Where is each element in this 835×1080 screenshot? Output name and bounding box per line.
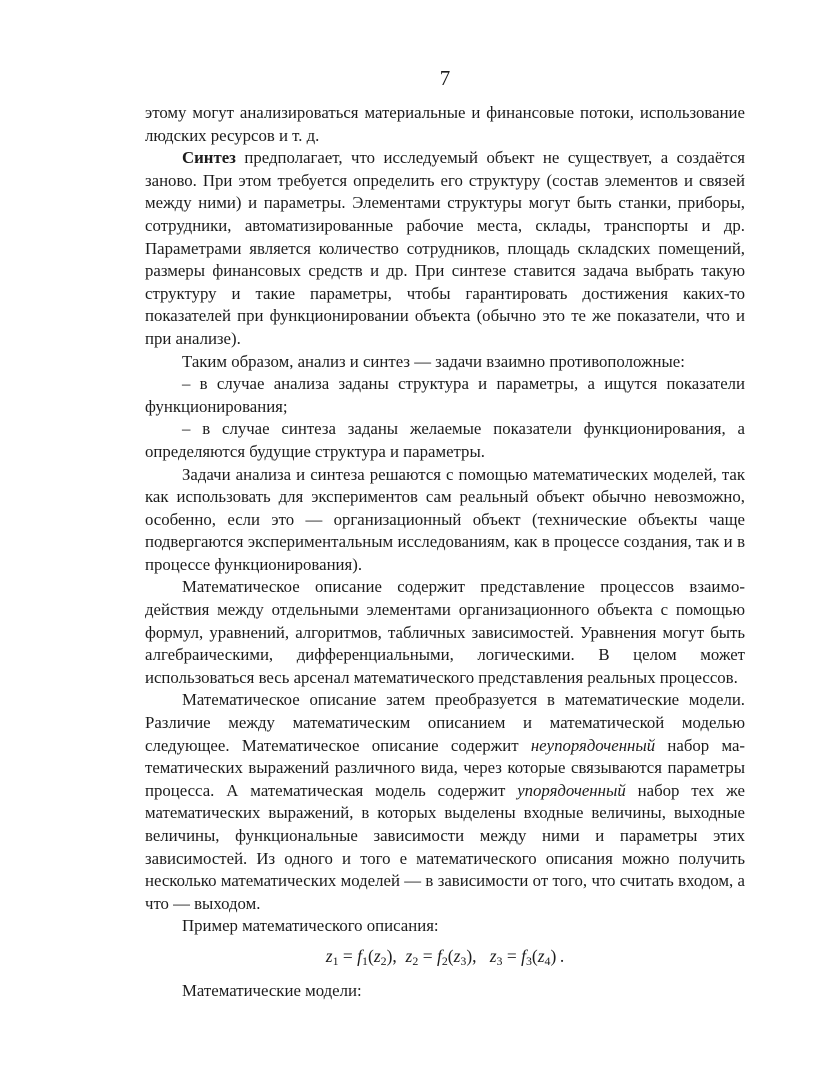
formula-text: ( bbox=[447, 945, 454, 966]
body-text: предполагает, что исследуемый объект не существует, а создаётся заново. При этом требуется определить его структуру (состав элементов и связей между ними) и параметры. Элементами структуры могут быть станки, приборы, сотрудники, автоматизированные рабочие места, склады, транспорты и др. Параметрами является количество сотрудников, площадь складских помещений, размеры финансовых средств и др. При синтезе ставится задача выбрать такую структуру и такие параметры, чтобы гарантировать достижения каких-то показателей при функционировании объекта (обычно это те же показатели, что и при анализе). bbox=[145, 148, 745, 348]
formula-text: ) . bbox=[550, 945, 565, 966]
bold-text: Синтез bbox=[182, 148, 236, 168]
paragraph bbox=[145, 915, 745, 938]
italic-text: упорядоченный bbox=[517, 780, 626, 800]
body-text: Пример математического описания: bbox=[182, 916, 439, 936]
formula-text: ( bbox=[368, 945, 374, 966]
formula-variable: z bbox=[373, 945, 381, 966]
formula-text: = bbox=[338, 945, 358, 966]
formula-subscript: 4 bbox=[544, 953, 551, 968]
paragraph bbox=[145, 980, 745, 1003]
body-text: Математическое описание затем преобразуется в математические модели. Различие между математическим описанием и математической моделью следующее. Математическое описание содержит bbox=[145, 690, 745, 755]
formula-subscript: 1 bbox=[362, 953, 368, 968]
body-text: набор тех же математических выражений, в которых выделены входные величины, выходные величины, функциональные зависимости между ними и параметры этих зависимостей. Из одного и того е математического описания можно получить несколько математических моделей — в зависимости от того, что считать входом, а что — выходом. bbox=[145, 780, 745, 913]
body-text: этому могут анализироваться материальные и финансовые потоки, использование людских ресурсов и т. д. bbox=[145, 103, 745, 145]
formula-variable: z bbox=[489, 945, 497, 966]
body-text: Таким образом, анализ и синтез — задачи взаимно противоположные: bbox=[182, 351, 685, 371]
formula-text: ), bbox=[466, 945, 490, 966]
formula-text: = bbox=[502, 945, 522, 966]
formula-subscript: 2 bbox=[412, 953, 419, 968]
formula-subscript: 1 bbox=[332, 953, 339, 968]
page-number: 7 bbox=[439, 66, 451, 90]
body-text: Задачи анализа и синтеза решаются с помощью математических моделей, так как использовать для экспериментов сам реальный объект обычно невозможно, особенно, если это — организационный объект (технические объекты чаще подвергаются экспериментальным исследованиям, как в процессе создания, так и в процессе функционирования). bbox=[145, 464, 745, 574]
formula-variable: z bbox=[325, 945, 333, 966]
italic-text: неупорядоченный bbox=[530, 735, 656, 755]
body-text: Математические модели: bbox=[182, 980, 362, 1000]
paragraph bbox=[145, 102, 745, 147]
formula-variable: z bbox=[405, 945, 413, 966]
formula-subscript: 3 bbox=[460, 953, 467, 968]
formula-subscript: 3 bbox=[525, 953, 532, 968]
formula-text: = bbox=[418, 945, 437, 966]
formula-subscript: 2 bbox=[441, 953, 448, 968]
body-text: – в случае синтеза заданы желаемые показатели функционирования, а определяются будущие структура и параметры. bbox=[145, 419, 745, 461]
formula-variable: f bbox=[357, 945, 363, 966]
math-formula bbox=[145, 938, 745, 980]
formula-variable: f bbox=[521, 945, 526, 966]
formula-subscript: 3 bbox=[496, 953, 503, 968]
formula-text: ), bbox=[386, 945, 406, 966]
paragraph bbox=[145, 689, 745, 915]
text-block bbox=[145, 102, 745, 1003]
paragraph bbox=[145, 418, 745, 463]
paragraph bbox=[145, 147, 745, 350]
paragraph bbox=[145, 373, 745, 418]
body-text: – в случае анализа заданы структура и параметры, а ищутся показатели функционирования; bbox=[145, 374, 745, 416]
paragraph bbox=[145, 576, 745, 689]
body-text: набор математических выражений различного вида, через которые связываются параметры процесса. А математическая модель содержит bbox=[145, 735, 745, 800]
formula-variable: z bbox=[453, 945, 461, 966]
body-text: Математическое описание содержит представление процессов взаимодействия между отдельными элементами организационного объекта с помощью формул, уравнений, алгоритмов, табличных зависимостей. Уравнения могут быть алгебраическими, дифференциальными, логическими. В целом может использоваться весь арсенал математического представления реальных процессов. bbox=[145, 577, 745, 687]
formula-subscript: 2 bbox=[380, 953, 387, 968]
formula-variable: f bbox=[436, 945, 442, 966]
formula-variable: z bbox=[537, 945, 545, 966]
formula-text: ( bbox=[531, 945, 538, 966]
paragraph bbox=[145, 351, 745, 374]
paragraph bbox=[145, 464, 745, 577]
